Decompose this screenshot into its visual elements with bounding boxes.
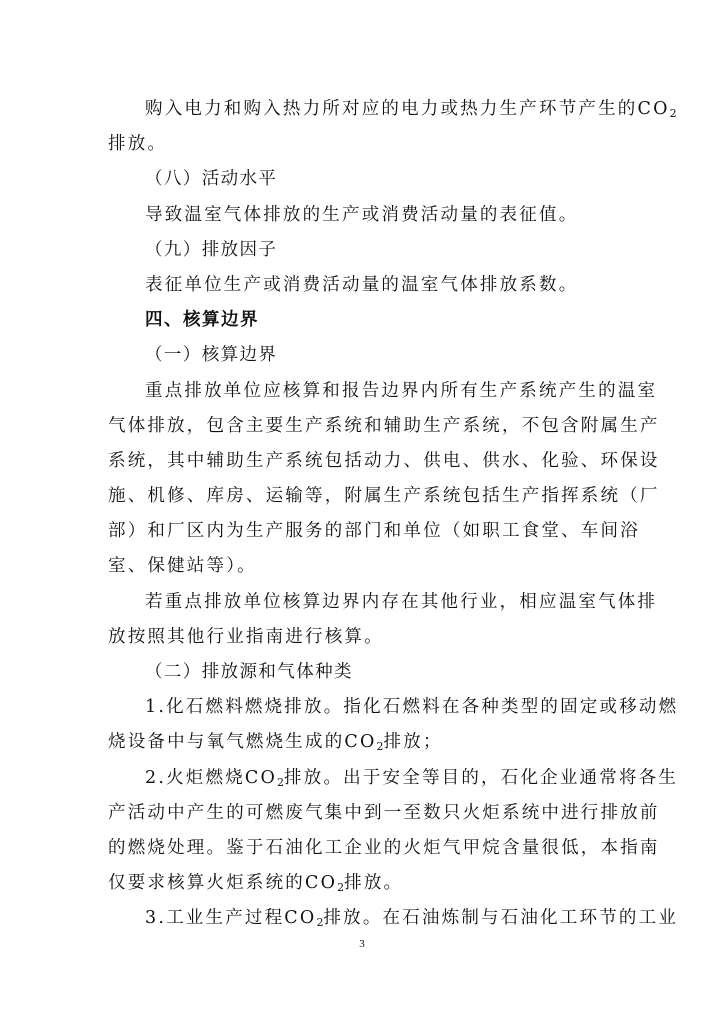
line-text: 气体排放，包含主要生产系统和辅助生产系统，不包含附属生产 bbox=[108, 415, 660, 436]
line-text: 排放。 bbox=[108, 134, 168, 155]
subsection-heading bbox=[108, 233, 636, 268]
line-text: 仅要求核算火炬系统的CO bbox=[108, 873, 338, 894]
line-text: （九）排放因子 bbox=[145, 239, 278, 260]
line-text: 系统，其中辅助生产系统包括动力、供电、供水、化验、环保设 bbox=[108, 450, 660, 471]
subsection-heading bbox=[108, 162, 636, 197]
line-text: （八）活动水平 bbox=[145, 169, 278, 190]
body-text bbox=[108, 92, 679, 937]
section-heading bbox=[108, 303, 636, 338]
line-text: 表征单位生产或消费活动量的温室气体排放系数。 bbox=[145, 274, 579, 295]
paragraph-line bbox=[108, 374, 658, 409]
paragraph-line bbox=[108, 725, 636, 760]
line-text: 产活动中产生的可燃废气集中到一至数只火炬系统中进行排放前 bbox=[108, 802, 660, 823]
paragraph-line bbox=[108, 796, 660, 831]
paragraph-line bbox=[108, 92, 677, 127]
subsection-heading bbox=[108, 655, 636, 690]
line-text: （二）排放源和气体种类 bbox=[145, 662, 353, 682]
paragraph-line bbox=[108, 585, 658, 620]
subscript: 2 bbox=[669, 107, 677, 120]
line-text-tail: 排放。出于安全等目的，石化企业通常将各生 bbox=[284, 767, 679, 788]
line-text: 四、核算边界 bbox=[145, 310, 259, 331]
line-text: 3.工业生产过程CO bbox=[145, 908, 317, 929]
line-text: 购入电力和购入热力所对应的电力或热力生产环节产生的CO bbox=[145, 99, 670, 119]
paragraph-line bbox=[108, 761, 679, 796]
line-text: 烧设备中与氧气燃烧生成的CO bbox=[108, 732, 377, 753]
paragraph-line bbox=[108, 444, 660, 479]
paragraph-line bbox=[108, 268, 636, 303]
paragraph-line bbox=[108, 127, 636, 162]
subsection-heading bbox=[108, 338, 636, 373]
line-text: 施、机修、库房、运输等，附属生产系统包括生产指挥系统（厂 bbox=[108, 486, 660, 507]
line-text: 部）和厂区内为生产服务的部门和单位（如职工食堂、车间浴 bbox=[108, 521, 640, 542]
line-text: 重点排放单位应核算和报告边界内所有生产系统产生的温室 bbox=[145, 380, 658, 401]
subscript: 2 bbox=[277, 775, 285, 789]
line-text-tail: 排放。在石油炼制与石油化工环节的工业 bbox=[323, 908, 679, 929]
paragraph-line bbox=[108, 479, 660, 514]
paragraph-line bbox=[108, 620, 636, 655]
paragraph-line bbox=[108, 549, 636, 584]
line-text-tail: 排放； bbox=[383, 732, 443, 753]
line-text: 导致温室气体排放的生产或消费活动量的表征值。 bbox=[145, 204, 579, 225]
paragraph-line bbox=[108, 831, 660, 866]
subscript: 2 bbox=[376, 740, 384, 754]
paragraph-line bbox=[108, 690, 679, 725]
paragraph-line bbox=[108, 409, 660, 444]
subscript: 2 bbox=[337, 881, 345, 895]
page-number: 3 bbox=[359, 938, 365, 950]
line-text-tail: 排放。 bbox=[344, 873, 404, 894]
paragraph-line bbox=[108, 514, 640, 549]
line-text: 放按照其他行业指南进行核算。 bbox=[108, 626, 384, 647]
paragraph-line bbox=[108, 901, 679, 936]
line-text: 的燃烧处理。鉴于石油化工企业的火炬气甲烷含量很低，本指南 bbox=[108, 837, 660, 858]
line-text: 室、保健站等）。 bbox=[108, 556, 257, 577]
line-text: 若重点排放单位核算边界内存在其他行业，相应温室气体排 bbox=[145, 591, 658, 612]
paragraph-line bbox=[108, 198, 636, 233]
line-text: （一）核算边界 bbox=[145, 345, 278, 366]
paragraph-line bbox=[108, 866, 636, 901]
line-text: 2.火炬燃烧CO bbox=[145, 767, 278, 788]
subscript: 2 bbox=[316, 916, 324, 930]
line-text: 1.化石燃料燃烧排放。指化石燃料在各种类型的固定或移动燃 bbox=[145, 697, 679, 718]
